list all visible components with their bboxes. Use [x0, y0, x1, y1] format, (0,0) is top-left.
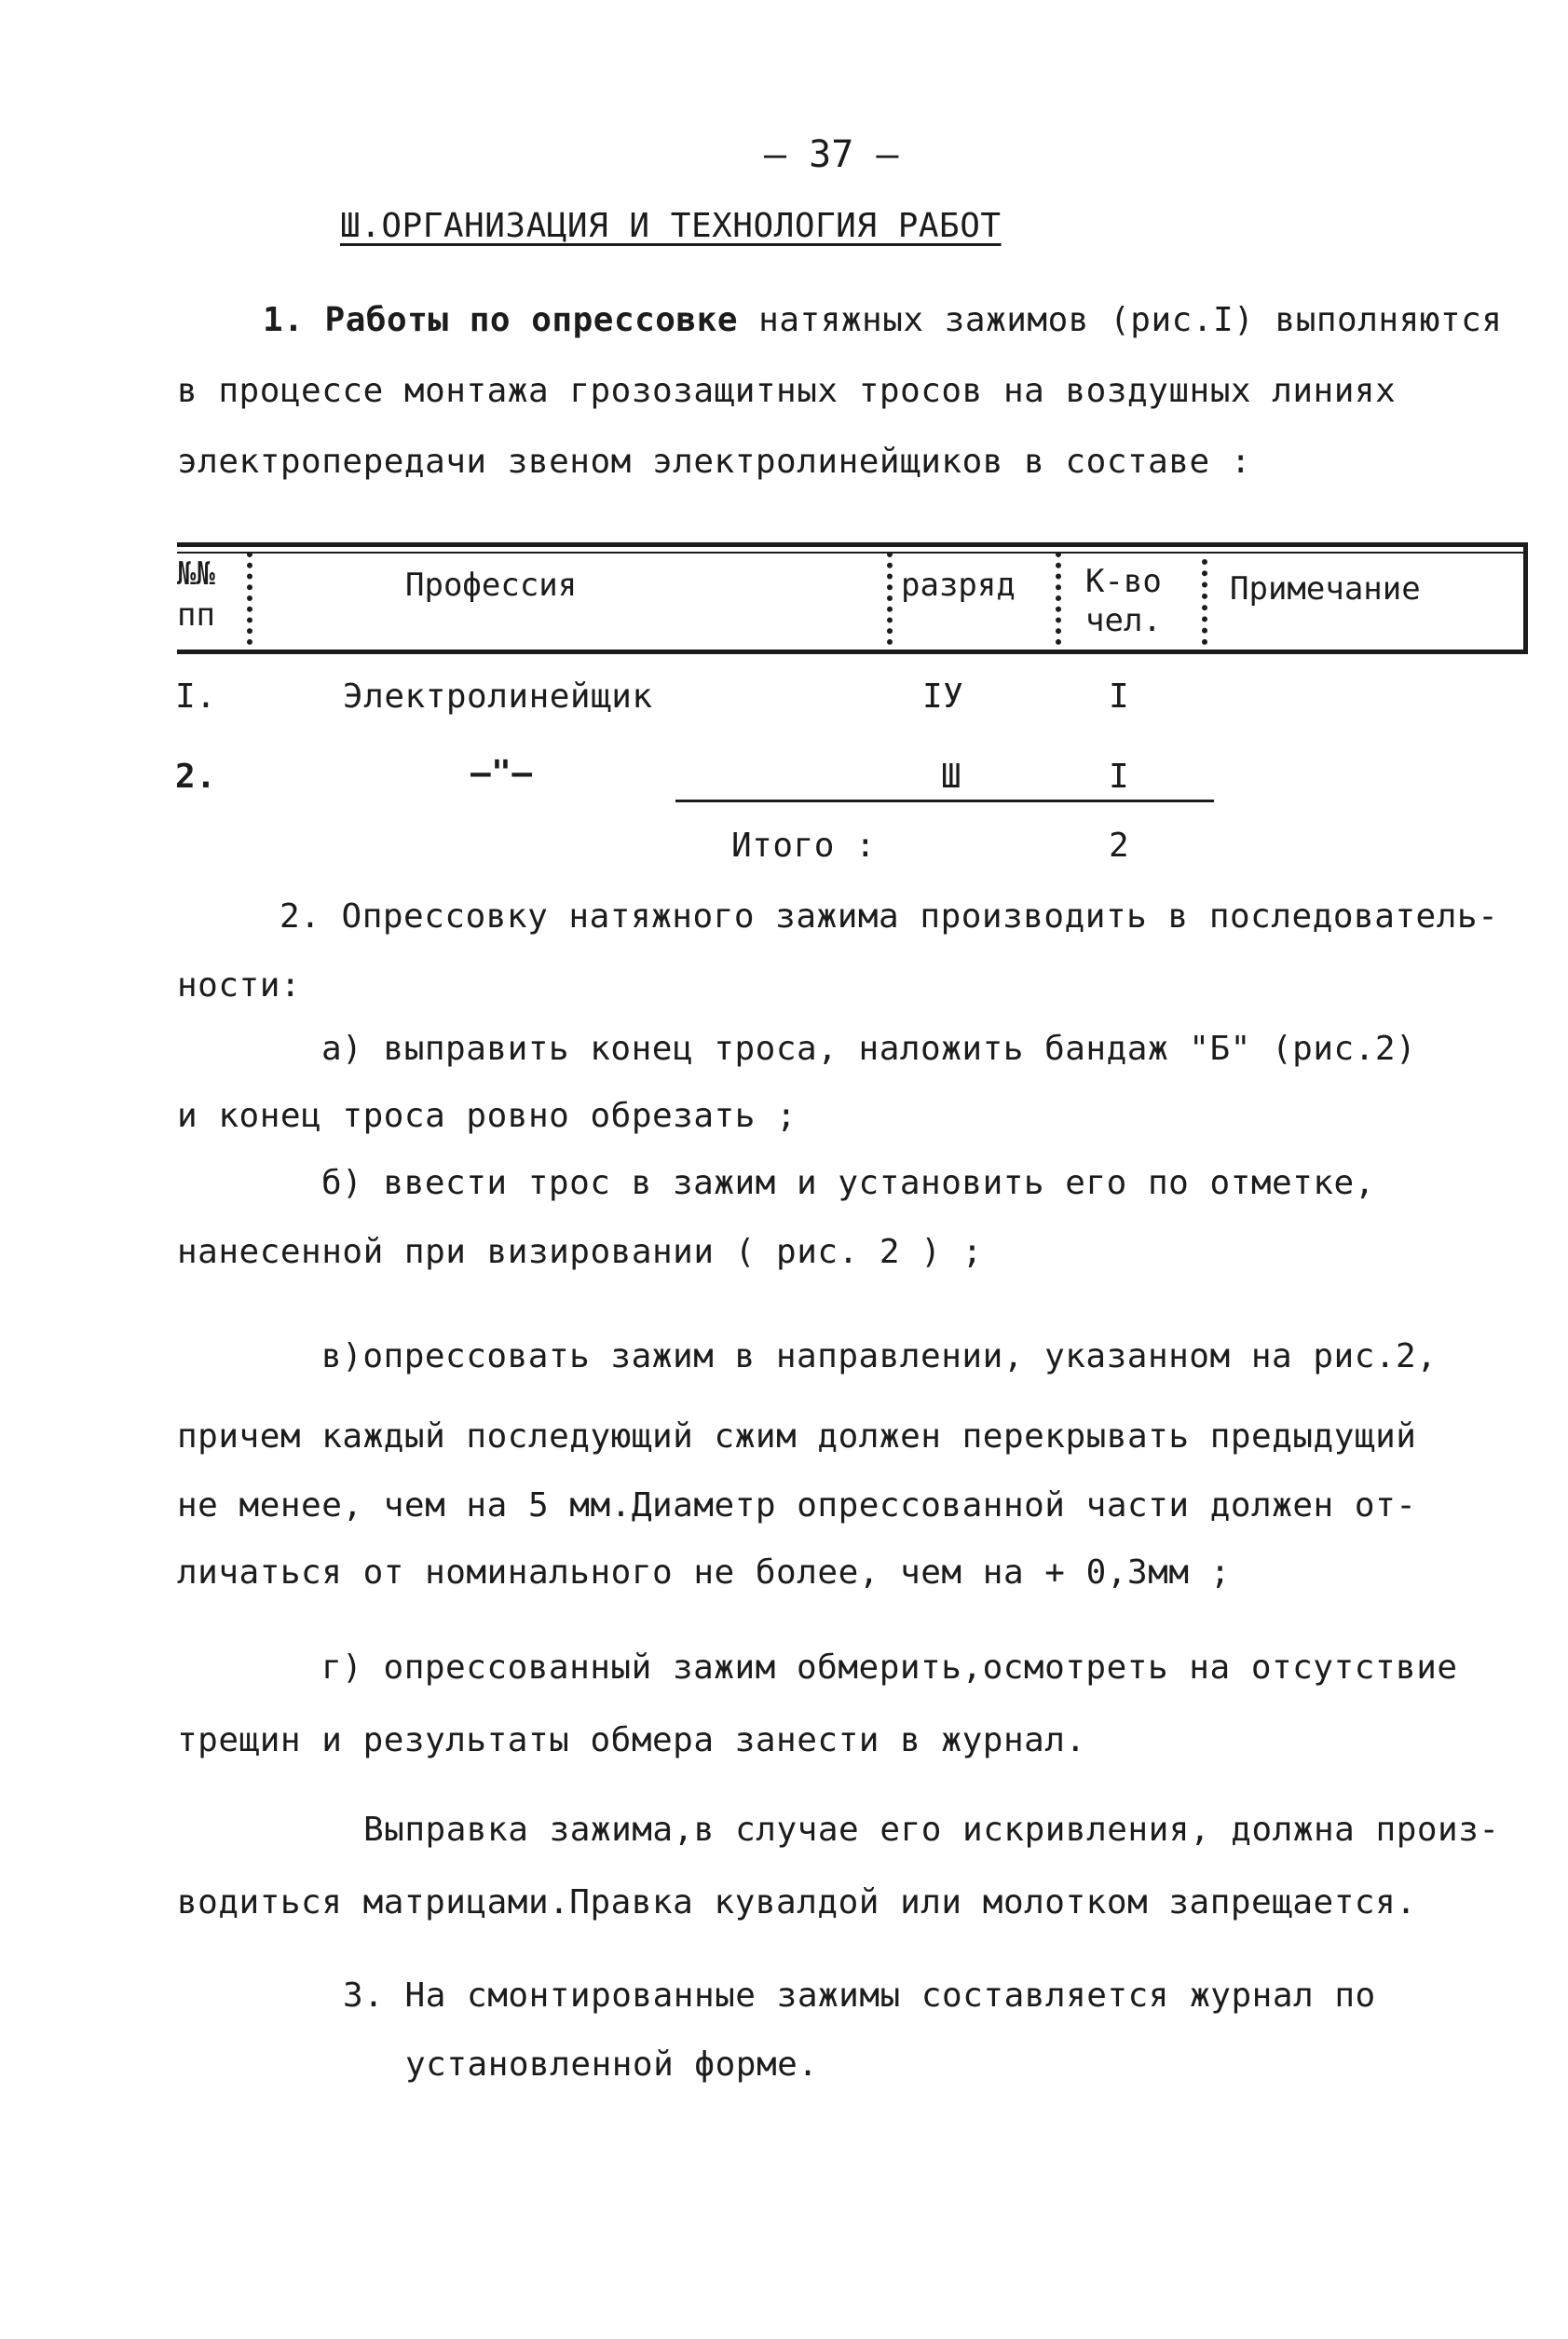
table-col-separator [1056, 552, 1061, 645]
total-value: 2 [1109, 827, 1130, 865]
para1-line1-rest: натяжных зажимов (рис.I) выполняются [738, 301, 1503, 339]
row2-count: I [1109, 758, 1130, 796]
table-top-rule [177, 542, 1528, 547]
header-grade: разряд [901, 567, 1016, 604]
para3-line2: установленной форме. [405, 2045, 819, 2084]
item-v-line4: личаться от номинального не более, чем на + 0,3мм ; [177, 1553, 1231, 1592]
header-note: Примечание [1230, 570, 1421, 608]
item-g-line1: г) опрессованный зажим обмерить,осмотреть на отсутствие [321, 1648, 1458, 1687]
header-num-line2: пп [177, 596, 215, 634]
section-heading: Ш.ОРГАНИЗАЦИЯ И ТЕХНОЛОГИЯ РАБОТ [340, 207, 1002, 245]
row1-grade: IУ [922, 677, 964, 716]
para1-line2: в процессе монтажа грозозащитных тросов на воздушных линиях [177, 372, 1397, 410]
table-col-separator [247, 552, 252, 645]
table-right-rule [1523, 542, 1528, 651]
row1-count: I [1109, 677, 1130, 716]
para2-line2: ности: [177, 966, 302, 1005]
para2-line1: 2. Опрессовку натяжного зажима производить в последователь- [280, 897, 1499, 936]
note-line1: Выправка зажима,в случае его искривления, должна произ- [363, 1811, 1500, 1849]
table-col-separator [1202, 559, 1207, 645]
item-b-line1: б) ввести трос в зажим и установить его по отметке, [321, 1164, 1375, 1202]
table-col-separator [887, 552, 893, 645]
page-number: – 37 – [764, 133, 899, 176]
item-a-line2: и конец троса ровно обрезать ; [177, 1097, 798, 1135]
sum-rule [675, 800, 1214, 802]
item-g-line2: трещин и результаты обмера занести в журнал. [177, 1721, 1086, 1759]
header-profession: Профессия [405, 567, 578, 604]
para3-line1: 3. На смонтированные зажимы составляется журнал по [343, 1977, 1376, 2015]
para1-line3: электропередачи звеном электролинейщиков в составе : [177, 443, 1252, 481]
item-v-line3: не менее, чем на 5 мм.Диаметр опрессованной части должен от- [177, 1486, 1417, 1525]
total-label: Итого : [731, 827, 877, 865]
header-count-line2: чел. [1085, 602, 1162, 639]
table-header-bottom-rule [177, 650, 1528, 654]
row2-grade: Ш [941, 758, 962, 796]
note-line2: водиться матрицами.Правка кувалдой или молотком запрещается. [177, 1883, 1417, 1922]
table-top-rule-thin [177, 552, 1528, 554]
row1-profession: Электролинейщик [343, 677, 653, 716]
row2-profession: –"– [470, 754, 533, 792]
header-count-line1: К-во [1085, 563, 1162, 600]
item-v-line1: в)опрессовать зажим в направлении, указанном на рис.2, [321, 1337, 1438, 1375]
item-b-line2: нанесенной при визировании ( рис. 2 ) ; [177, 1233, 983, 1271]
header-num-line1: №№ [177, 555, 215, 593]
row1-num: I. [175, 677, 217, 716]
item-a-line1: а) выправить конец троса, наложить бандаж "Б" (рис.2) [321, 1030, 1417, 1068]
para1-line1 [263, 300, 1502, 341]
item-v-line2: причем каждый последующий сжим должен перекрывать предыдущий [177, 1417, 1417, 1456]
para1-bold: 1. Работы по опрессовке [263, 301, 738, 339]
row2-num: 2. [175, 758, 217, 796]
